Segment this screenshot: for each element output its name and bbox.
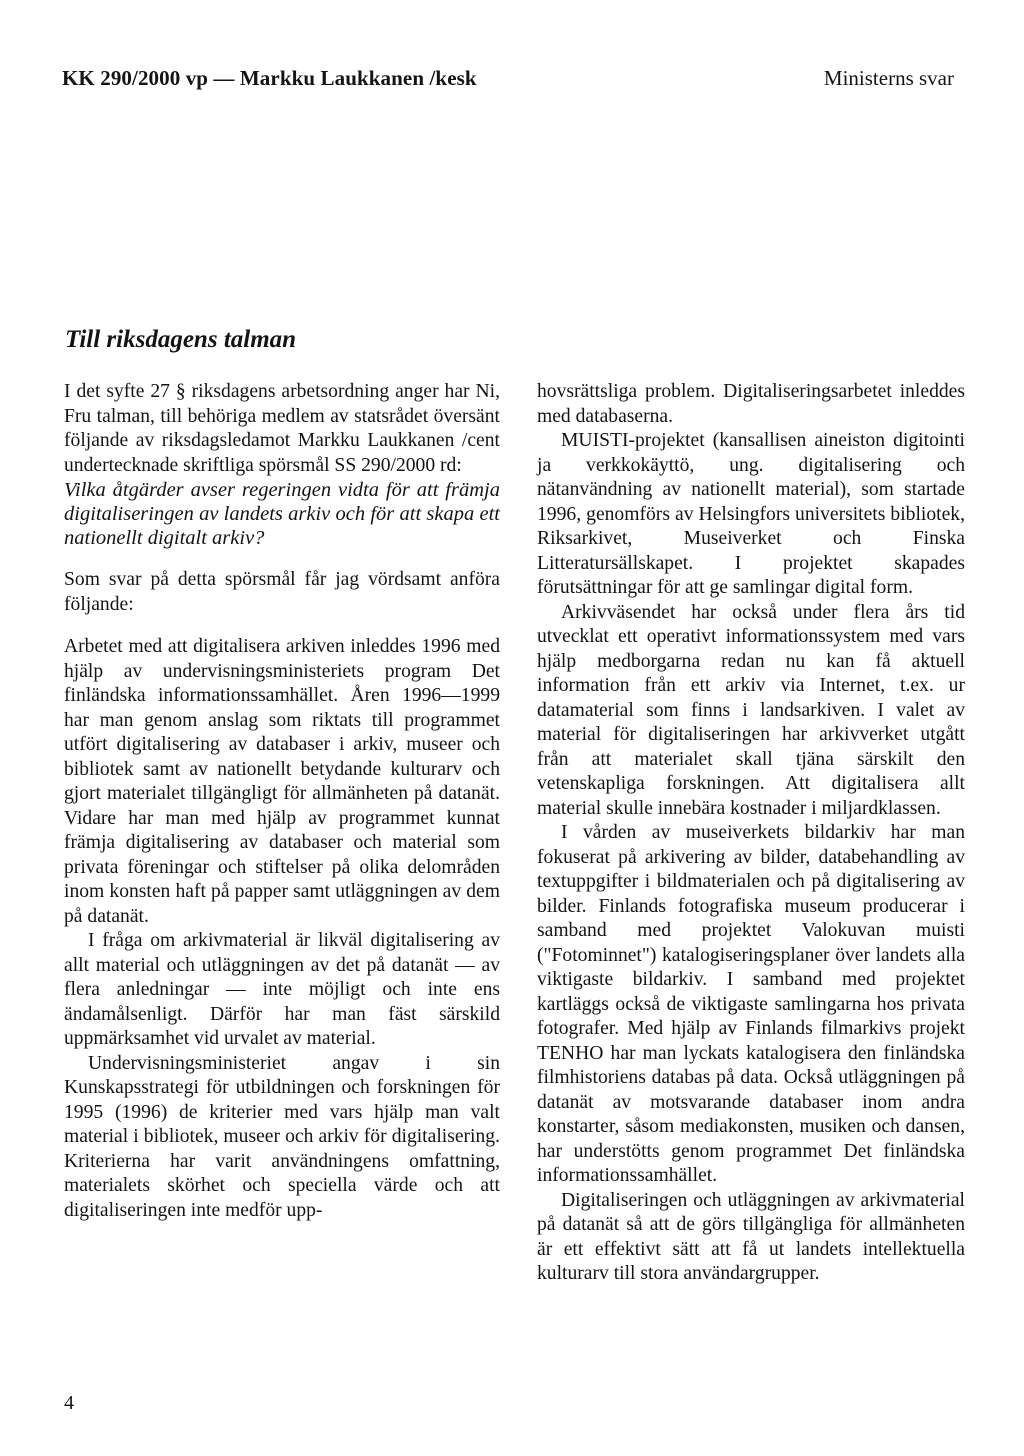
- question-text: Vilka åtgärder avser regeringen vidta för att främja digitaliseringen av landets arkiv och för att skapa ett nationellt digitalt arkiv?: [64, 479, 500, 549]
- body-paragraph: I fråga om arkivmaterial är likväl digitalisering av allt material och utläggningen av det på datanät — av flera anledningar — inte möjligt och inte ens ändamålsenligt. Därför har man fäst särskild uppmärksamhet vid urvalet av material.: [64, 930, 500, 1049]
- body-paragraph: Arkivväsendet har också under flera års tid utvecklat ett operativt informationssystem med vars hjälp medborgarna redan nu kan få aktuell information från ett arkiv via Internet, t.ex. ur datamaterial som finns i landsarkiven. I valet av material för digitaliseringen har arkivverket utgått från att materialet skall tjäna särskilt den vetenskapliga forskningen. Att digitalisera allt material skulle innebära kostnader i miljardklassen.: [537, 601, 965, 819]
- section-label: Ministerns svar: [823, 66, 954, 90]
- body-paragraph: Digitaliseringen och utläggningen av arkivmaterial på datanät så att de görs tillgängliga för allmänheten är ett effektivt sätt att få ut landets intellektuella kulturarv till stora användargrupper.: [537, 1189, 965, 1284]
- body-paragraph: hovsrättsliga problem. Digitaliseringsarbetet inleddes med databaserna.: [537, 381, 965, 427]
- left-column: [64, 380, 500, 1223]
- right-column: [537, 380, 965, 1287]
- salutation-heading: Till riksdagens talman: [65, 326, 297, 353]
- body-paragraph: MUISTI-projektet (kansallisen aineiston digitointi ja verkkokäyttö, ung. digitalisering och nätanvändning av nationellt material), som startade 1996, genomförs av Helsingfors universitets bibliotek, Riksarkivet, Museiverket och Finska Litteratursällskapet. I projektet skapades förutsättningar för att ge samlingar digital form.: [537, 430, 965, 598]
- page-number: 4: [64, 1392, 74, 1414]
- intro-paragraph: I det syfte 27 § riksdagens arbetsordning anger har Ni, Fru talman, till behöriga medlem av statsrådet översänt följande av riksdagsledamot Markku Laukkanen /cent undertecknade skriftliga spörsmål SS 290/2000 rd:: [64, 381, 500, 476]
- answer-intro-paragraph: Som svar på detta spörsmål får jag vördsamt anföra följande:: [64, 569, 500, 615]
- body-paragraph: Undervisningsministeriet angav i sin Kunskapsstrategi för utbildningen och forskningen för 1995 (1996) de kriterier med vars hjälp man valt material i bibliotek, museer och arkiv för digitalisering. Kriterierna har varit användningens omfattning, materialets skörhet och speciella värde och att digitaliseringen inte medför upp-: [64, 1052, 500, 1221]
- document-reference: KK 290/2000 vp — Markku Laukkanen /kesk: [62, 66, 477, 90]
- body-paragraph: Arbetet med att digitalisera arkiven inleddes 1996 med hjälp av undervisningsministeriets program Det finländska informationssamhället. Åren 1996—1999 har man genom anslag som riktats till programmet utfört digitalisering av databaser i arkiv, museer och bibliotek samt av nationellt betydande kulturarv och gjort materialet tillgängligt för allmänheten på datanät. Vidare har man med hjälp av programmet kunnat främja digitalisering av databaser och material som privata föreningar och stiftelser på olika delområden inom konsten haft på papper samt utläggningen av dem på datanät.: [64, 636, 500, 927]
- body-paragraph: I vården av museiverkets bildarkiv har man fokuserat på arkivering av bilder, databehandling av textuppgifter i bildmaterialen och på digitalisering av bilder. Finlands fotografiska museum producerar i samband med projektet Valokuvan muisti ("Fotominnet") katalogiseringsplaner över landets alla viktigaste bildarkiv. I samband med projektet kartläggs också de viktigaste samlingarna hos privata fotografer. Med hjälp av Finlands filmarkivs projekt TENHO har man lyckats katalogisera den finländska filmhistoriens databas på data. Också utläggningen på datanät av motsvarande databaser inom andra konstarter, såsom mediakonsten, musiken och dansen, har understötts genom programmet Det finländska informationssamhället.: [537, 822, 965, 1186]
